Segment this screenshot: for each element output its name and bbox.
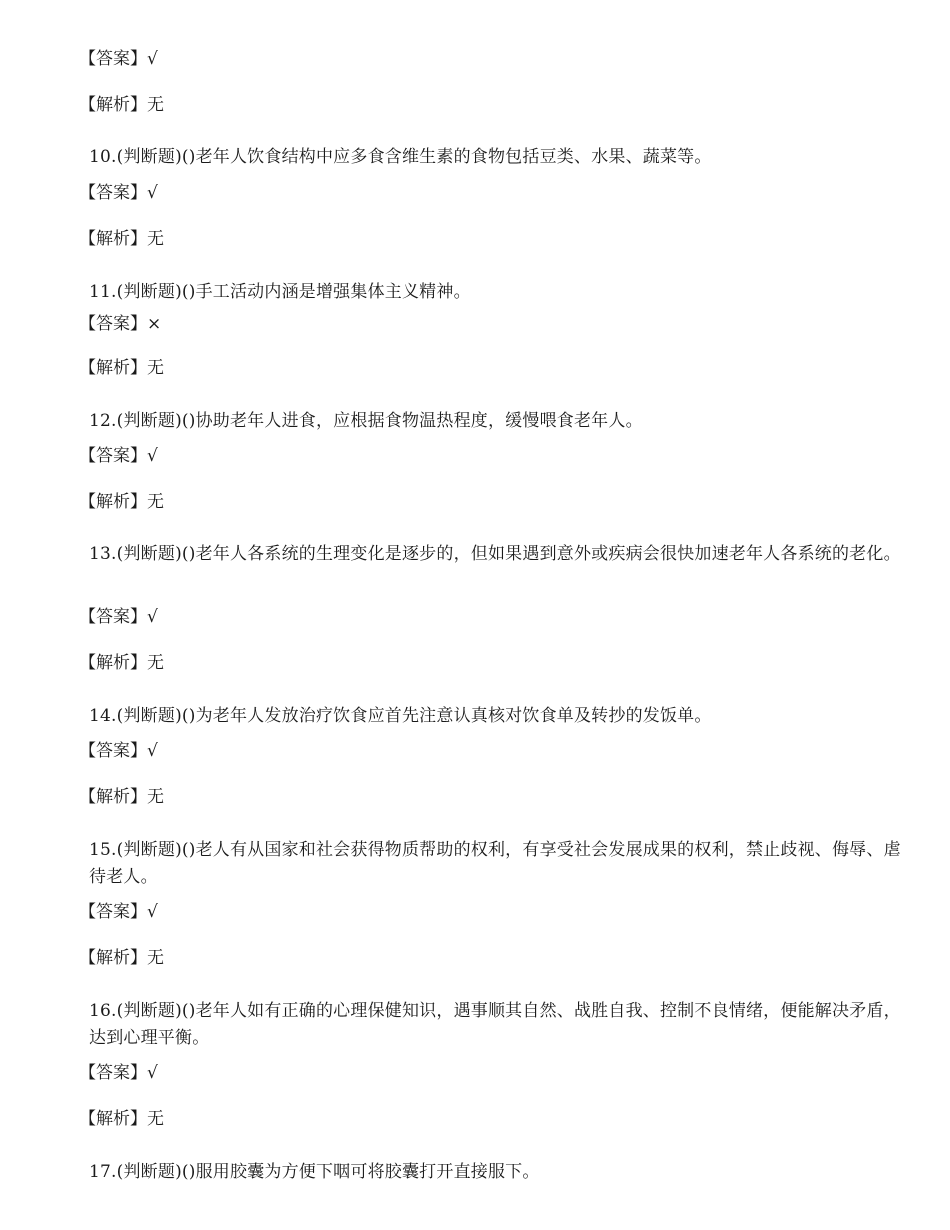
analysis-15: 【解析】无: [79, 948, 164, 968]
answer-9: 【答案】√: [79, 49, 158, 69]
question-10: 10.(判断题)()老年人饮食结构中应多食含维生素的食物包括豆类、水果、蔬菜等。: [89, 147, 712, 167]
question-17: 17.(判断题)()服用胶囊为方便下咽可将胶囊打开直接服下。: [89, 1162, 540, 1182]
answer-16: 【答案】√: [79, 1063, 158, 1083]
analysis-10: 【解析】无: [79, 229, 164, 249]
answer-10: 【答案】√: [79, 183, 158, 203]
question-14: 14.(判断题)()为老年人发放治疗饮食应首先注意认真核对饮食单及转抄的发饭单。: [89, 706, 712, 726]
answer-15: 【答案】√: [79, 902, 158, 922]
question-15: 15.(判断题)()老人有从国家和社会获得物质帮助的权利，有享受社会发展成果的权利，禁止歧视、侮辱、虐待老人。: [89, 840, 901, 887]
question-12: 12.(判断题)()协助老年人进食，应根据食物温热程度，缓慢喂食老年人。: [89, 411, 643, 431]
analysis-12: 【解析】无: [79, 492, 164, 512]
analysis-16: 【解析】无: [79, 1109, 164, 1129]
question-13: 13.(判断题)()老年人各系统的生理变化是逐步的，但如果遇到意外或疾病会很快加速老年人各系统的老化。: [89, 544, 901, 564]
analysis-14: 【解析】无: [79, 787, 164, 807]
question-11: 11.(判断题)()手工活动内涵是增强集体主义精神。: [89, 282, 471, 302]
answer-12: 【答案】√: [79, 446, 158, 466]
analysis-9: 【解析】无: [79, 95, 164, 115]
answer-14: 【答案】√: [79, 741, 158, 761]
question-16: 16.(判断题)()老年人如有正确的心理保健知识，遇事顺其自然、战胜自我、控制不良情绪，便能解决矛盾，达到心理平衡。: [89, 1001, 901, 1048]
analysis-11: 【解析】无: [79, 358, 164, 378]
answer-13: 【答案】√: [79, 607, 158, 627]
answer-11: 【答案】×: [79, 314, 162, 334]
analysis-13: 【解析】无: [79, 653, 164, 673]
